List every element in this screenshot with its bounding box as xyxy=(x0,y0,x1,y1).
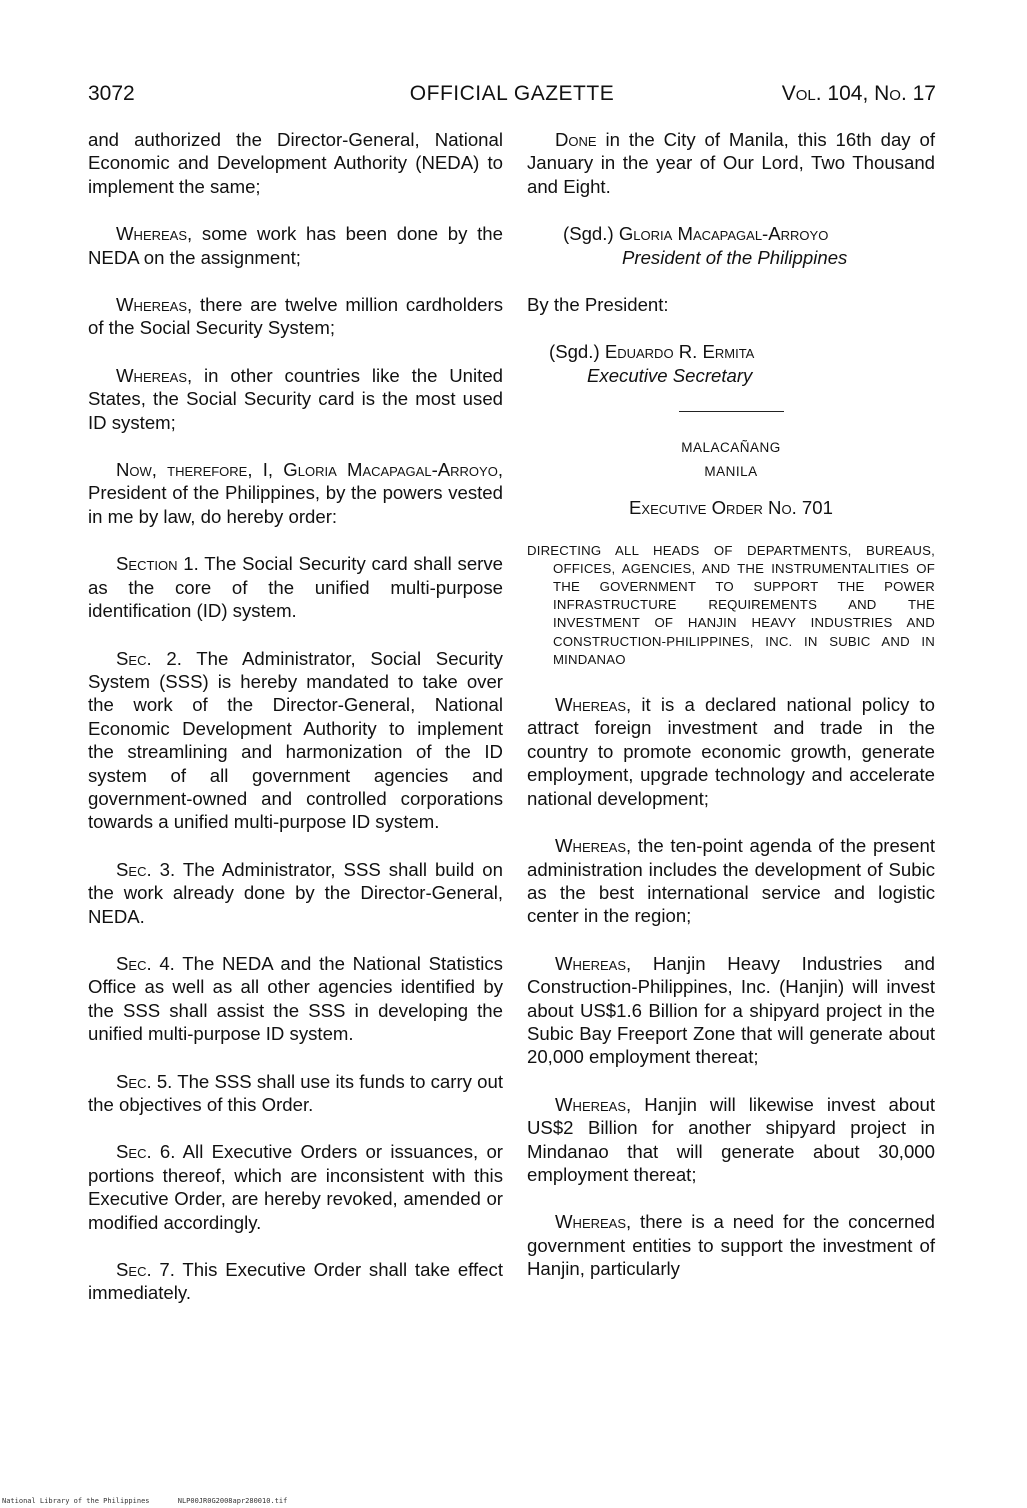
paragraph-continuation: and authorized the Director-General, National Economic and Development Authority (NEDA) to implement the same; xyxy=(88,129,503,197)
place-line: MALACAÑANG xyxy=(681,440,781,456)
scan-filename: NLP00JR0G2008apr280010.tif xyxy=(177,1497,288,1505)
signatory-name: Eduardo R. Ermita xyxy=(604,341,755,363)
publication-title: OFFICIAL GAZETTE xyxy=(409,82,615,105)
page-number: 3072 xyxy=(88,82,135,105)
place-line: MANILA xyxy=(704,464,758,480)
volume-number: Vol. 104, No. 17 xyxy=(781,82,936,105)
section-1: Section 1. The Social Security card shall serve as the core of the unified multi-purpose identification (ID) system. xyxy=(88,553,504,622)
scan-footer xyxy=(2,1497,311,1505)
section-3: Sec. 3. The Administrator, SSS shall build on the work already done by the Director-General, NEDA. xyxy=(88,858,503,927)
signatory-title: President of the Philippines xyxy=(622,246,848,268)
left-column xyxy=(88,128,503,1329)
whereas-clause: Whereas, some work has been done by the NEDA on the assignment; xyxy=(88,223,503,268)
order-caption: DIRECTING ALL HEADS OF DEPARTMENTS, BUREAUS, OFFICES, AGENCIES, AND THE INSTRUMENTALITIES OF THE GOVERNMENT TO SUPPORT THE POWER INFRASTRUCTURE REQUIREMENTS AND THE INVESTMENT OF HANJIN HEAVY INDUSTRIES AND CONSTRUCTION-PHILIPPINES, INC. IN SUBIC AND IN MINDANAO xyxy=(527,542,935,667)
whereas-clause: Whereas, Hanjin will likewise invest about US$2 Billion for another shipyard project in Mindanao that will generate about 30,000 employment thereat; xyxy=(527,1093,935,1185)
signatory-title: Executive Secretary xyxy=(587,364,753,386)
whereas-clause: Whereas, the ten-point agenda of the present administration includes the development of Subic as the best international service and logistic center in the region; xyxy=(527,835,935,927)
library-credit: National Library of the Philippines xyxy=(2,1497,150,1505)
signed-prefix: (Sgd.) xyxy=(563,223,614,245)
page-header xyxy=(88,82,936,112)
signed-prefix: (Sgd.) xyxy=(549,341,600,363)
whereas-clause: Whereas, there is a need for the concerned government entities to support the investment of Hanjin, particularly xyxy=(527,1211,936,1280)
done-clause: Done in the City of Manila, this 16th day of January in the year of Our Lord, Two Thousand and Eight. xyxy=(527,129,935,197)
whereas-clause: Whereas, there are twelve million cardholders of the Social Security System; xyxy=(88,294,503,339)
whereas-clause: Whereas, it is a declared national policy to attract foreign investment and trade in the country to promote economic growth, generate employment, upgrade technology and accelerate national development; xyxy=(527,694,935,809)
executive-order-title: Executive Order No. 701 xyxy=(629,497,833,519)
whereas-clause: Whereas, Hanjin Heavy Industries and Construction-Philippines, Inc. (Hanjin) will invest about US$1.6 Billion for a shipyard project in the Subic Bay Freeport Zone that will generate about 20,000 employment thereat; xyxy=(527,952,935,1068)
right-column xyxy=(527,128,935,1305)
now-therefore-clause: Now, therefore, I, Gloria Macapagal-Arroyo, President of the Philippines, by the powers vested in me by law, do hereby order: xyxy=(88,459,503,527)
section-divider xyxy=(679,411,784,412)
section-7: Sec. 7. This Executive Order shall take effect immediately. xyxy=(88,1259,503,1304)
section-5: Sec. 5. The SSS shall use its funds to carry out the objectives of this Order. xyxy=(88,1070,504,1115)
by-the-president: By the President: xyxy=(527,294,669,316)
secretary-signature-block xyxy=(527,340,935,387)
whereas-clause: Whereas, in other countries like the United States, the Social Security card is the most used ID system; xyxy=(88,364,504,433)
president-signature-block xyxy=(527,222,935,269)
signatory-name: Gloria Macapagal-Arroyo xyxy=(618,223,829,245)
section-4: Sec. 4. The NEDA and the National Statistics Office as well as all other agencies identified by the SSS shall assist the SSS in developing the unified multi-purpose ID system. xyxy=(88,952,503,1045)
section-2: Sec. 2. The Administrator, Social Security System (SSS) is hereby mandated to take over the work of the Director-General, National Economic Development Authority to implement the streamlining and harmonization of the ID system of all government agencies and government-owned and controlled corporations towards a unified multi-purpose ID system. xyxy=(88,647,503,833)
section-6: Sec. 6. All Executive Orders or issuances, or portions thereof, which are inconsistent with this Executive Order, are hereby revoked, amended or modified accordingly. xyxy=(88,1141,503,1233)
